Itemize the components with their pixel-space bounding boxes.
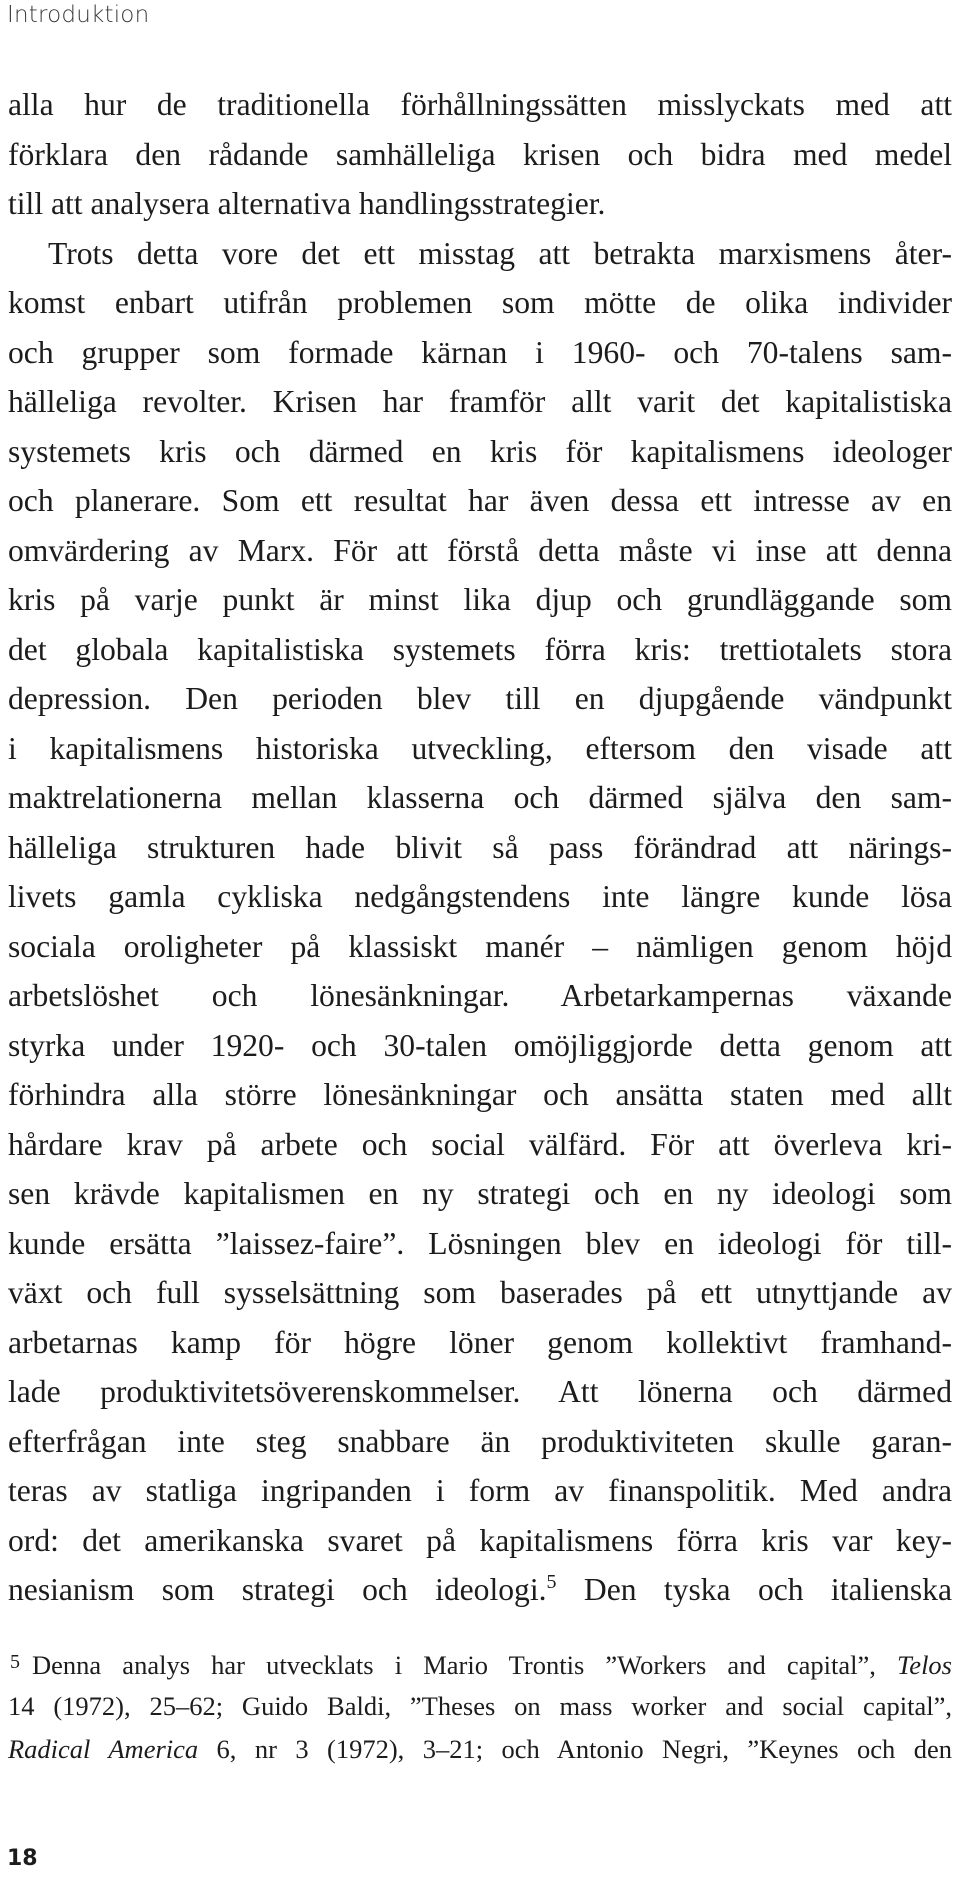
text-line: omvärdering av Marx. För att förstå detta måste vi inse att denna <box>8 532 952 568</box>
text-line: lade produktivitetsöverenskommelser. Att lönerna och därmed <box>8 1374 952 1409</box>
text-line: och grupper som formade kärnan i 1960- och 70-talens sam- <box>8 334 952 370</box>
text-line: livets gamla cykliska nedgångstendens inte längre kunde lösa <box>8 879 952 914</box>
running-head: Introduktion <box>7 2 150 28</box>
text-line: och planerare. Som ett resultat har även dessa ett intresse av en <box>8 483 952 518</box>
text-line: komst enbart utifrån problemen som mötte de olika individer <box>8 285 952 320</box>
footnote-text: 6, nr 3 (1972), 3–21; och Antonio Negri, ”Keynes och den <box>198 1734 952 1764</box>
footnote-journal-title: Telos <box>897 1650 952 1680</box>
text-line: arbetslöshet och lönesänkningar. Arbetarkampernas växande <box>8 978 952 1013</box>
body-text <box>8 80 952 1615</box>
text-line: hälleliga revolter. Krisen har framför allt varit det kapitalistiska <box>8 384 952 419</box>
footnote-number: 5 <box>10 1651 20 1673</box>
footnote <box>8 1641 952 1772</box>
text-line-last <box>8 1565 952 1615</box>
text-line: teras av statliga ingripanden i form av finanspolitik. Med andra <box>8 1473 952 1508</box>
footnote-line <box>8 1641 952 1685</box>
last-line-before: nesianism som strategi och ideologi. <box>8 1572 547 1607</box>
footnote-line: 14 (1972), 25–62; Guido Baldi, ”Theses on mass worker and social capital”, <box>8 1690 952 1721</box>
text-line: förhindra alla större lönesänkningar och ansätta staten med allt <box>8 1077 952 1112</box>
footnote-journal-title: Radical America <box>8 1734 199 1764</box>
page-number: 18 <box>7 1846 38 1871</box>
text-line: hälleliga strukturen hade blivit så pass förändrad att närings- <box>8 829 952 865</box>
last-line-after: Den tyska och italienska <box>556 1572 952 1607</box>
text-line: maktrelationerna mellan klasserna och därmed själva den sam- <box>8 780 952 815</box>
text-line: sen krävde kapitalismen en ny strategi och en ny ideologi som <box>8 1176 952 1211</box>
text-line: ord: det amerikanska svaret på kapitalismens förra kris var key- <box>8 1522 952 1558</box>
footnote-line <box>8 1728 952 1772</box>
text-line: arbetarnas kamp för högre löner genom kollektivt framhand- <box>8 1324 952 1360</box>
text-line: sociala oroligheter på klassiskt manér – nämligen genom höjd <box>8 928 952 964</box>
text-line: styrka under 1920- och 30-talen omöjliggjorde detta genom att <box>8 1027 952 1063</box>
text-line: växt och full sysselsättning som baserades på ett utnyttjande av <box>8 1275 952 1310</box>
text-line: förklara den rådande samhälleliga krisen och bidra med medel <box>8 136 952 172</box>
text-line: kunde ersätta ”laissez-faire”. Lösningen blev en ideologi för till- <box>8 1225 952 1261</box>
footnote-reference[interactable]: 5 <box>546 1571 557 1593</box>
text-line: hårdare krav på arbete och social välfärd. För att överleva kri- <box>8 1126 952 1162</box>
footnote-text: Denna analys har utvecklats i Mario Trontis ”Workers and capital”, <box>32 1650 897 1680</box>
text-line: systemets kris och därmed en kris för kapitalismens ideologer <box>8 433 952 469</box>
text-line: kris på varje punkt är minst lika djup och grundläggande som <box>8 582 952 617</box>
text-line: depression. Den perioden blev till en djupgående vändpunkt <box>8 681 952 716</box>
text-line: Trots detta vore det ett misstag att betrakta marxismens åter- <box>48 235 952 271</box>
text-line: det globala kapitalistiska systemets förra kris: trettiotalets stora <box>8 631 952 667</box>
text-line: efterfrågan inte steg snabbare än produktiviteten skulle garan- <box>8 1423 952 1459</box>
text-line: till att analysera alternativa handlingsstrategier. <box>8 186 606 221</box>
text-line: i kapitalismens historiska utveckling, eftersom den visade att <box>8 730 952 766</box>
text-line: alla hur de traditionella förhållningssätten misslyckats med att <box>8 87 952 122</box>
